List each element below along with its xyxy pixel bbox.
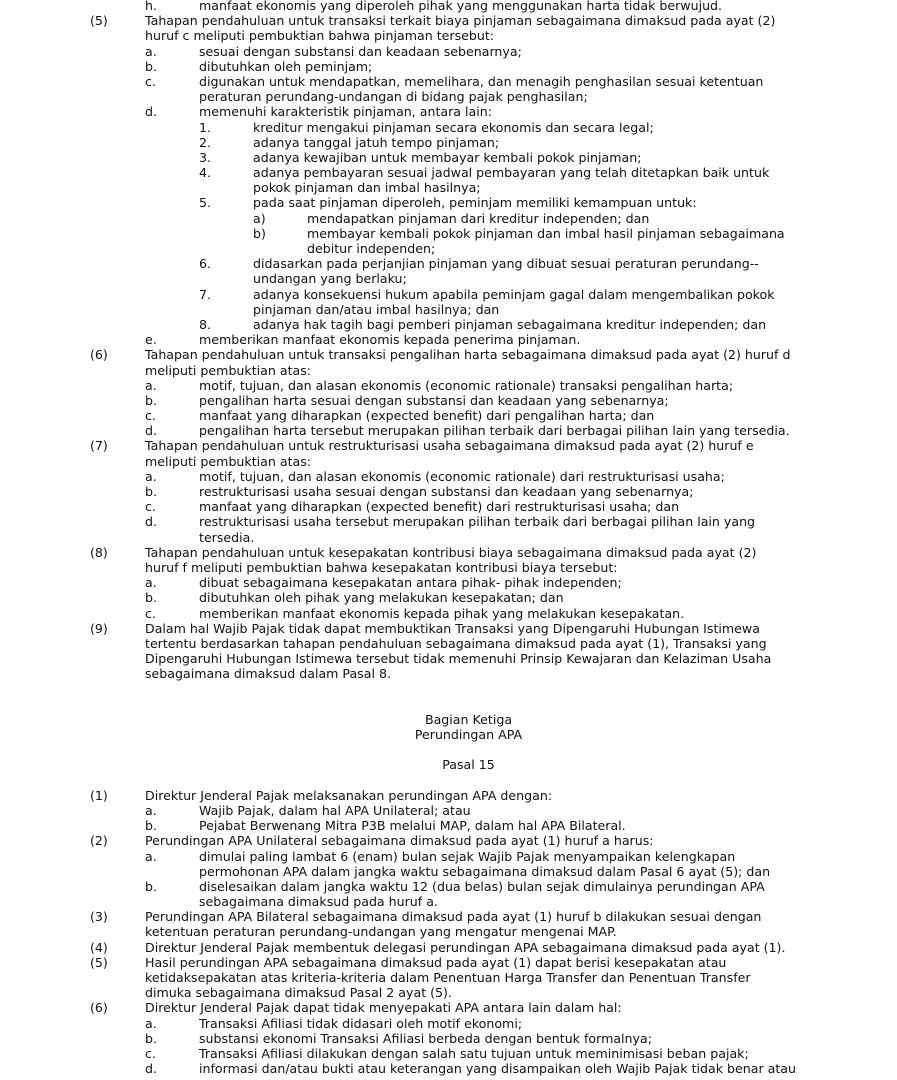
article15-paragraph-4: (4) Direktur Jenderal Pajak membentuk delegasi perundingan APA sebagaimana dimaksud pada ayat (1). xyxy=(90,939,786,955)
article-title: Pasal 15 xyxy=(442,757,495,773)
list-item: b. Pejabat Berwenang Mitra P3B melalui MAP, dalam hal APA Bilateral. xyxy=(145,818,626,834)
list-item: a. motif, tujuan, dan alasan ekonomis (economic rationale) transaksi pengalihan harta; xyxy=(145,377,734,393)
list-item: d. restrukturisasi usaha tersebut merupakan pilihan terbaik dari berbagai pilihan lain yang xyxy=(145,514,756,530)
item-h: h. manfaat ekonomis yang diperoleh pihak yang menggunakan harta tidak berwujud. xyxy=(145,0,723,13)
sub-list-item: 8. adanya hak tagih bagi pemberi pinjaman sebagaimana kreditur independen; dan xyxy=(199,316,767,332)
list-item: c. digunakan untuk mendapatkan, memelihara, dan menagih penghasilan sesuai ketentuan xyxy=(145,73,764,89)
list-item: d. memenuhi karakteristik pinjaman, antara lain: xyxy=(145,104,492,120)
sub-sub-list-item: b) membayar kembali pokok pinjaman dan imbal hasil pinjaman sebagaimana xyxy=(253,225,785,241)
list-item: a. sesuai dengan substansi dan keadaan sebenarnya; xyxy=(145,43,522,59)
sub-list-item: 3. adanya kewajiban untuk membayar kembali pokok pinjaman; xyxy=(199,149,642,165)
paragraph-9: (9) Dalam hal Wajib Pajak tidak dapat membuktikan Transaksi yang Dipengaruhi Hubungan Istimewa xyxy=(90,620,760,636)
list-item: d. pengalihan harta tersebut merupakan pilihan terbaik dari berbagai pilihan lain yang tersedia. xyxy=(145,423,790,439)
list-item: a. dibuat sebagaimana kesepakatan antara pihak- pihak independen; xyxy=(145,575,622,591)
article15-paragraph-3: (3) Perundingan APA Bilateral sebagaimana dimaksud pada ayat (1) huruf b dilakukan sesuai dengan xyxy=(90,909,762,925)
article15-paragraph-6: (6) Direktur Jenderal Pajak dapat tidak menyepakati APA antara lain dalam hal: xyxy=(90,1000,622,1016)
paragraph-8: (8) Tahapan pendahuluan untuk kesepakatan kontribusi biaya sebagaimana dimaksud pada ayat (2) xyxy=(90,544,757,560)
part-heading: Bagian Ketiga xyxy=(424,711,513,727)
sub-sub-list-item: a) mendapatkan pinjaman dari kreditur independen; dan xyxy=(253,210,650,226)
sub-list-item: 4. adanya pembayaran sesuai jadwal pembayaran yang telah ditetapkan baik untuk xyxy=(199,165,770,181)
sub-list-item: 2. adanya tanggal jatuh tempo pinjaman; xyxy=(199,134,500,150)
list-item: c. manfaat yang diharapkan (expected benefit) dari restrukturisasi usaha; dan xyxy=(145,499,680,515)
document-page: h. manfaat ekonomis yang diperoleh pihak yang menggunakan harta tidak berwujud. (5) Tahapan pendahuluan untuk transaksi terkait biaya pinjaman sebagaimana dimaksud pada ayat (2) huruf c meliputi pembuktian bahwa pinjaman tersebut: a. sesuai dengan substansi dan keadaan sebenarnya; b. dibutuhkan oleh peminjam; c. digunakan untuk mendapatkan, memelihara, dan menagih penghasilan sesuai ketentuan peraturan perundang-undangan di bidang pajak penghasilan; d. memenuhi karakteristik pinjaman, antara lain: 1. kreditur mengakui pinjaman secara ekonomis dan secara legal; 2. adanya tanggal jatuh tempo pinjaman; 3. adanya kewajiban untuk membayar kembali pokok pinjaman; 4. adanya pembayaran sesuai jadwal pembayaran yang telah ditetapkan baik untuk pokok pinjaman dan imbal hasilnya; 5. pada saat pinjaman diperoleh, peminjam memiliki kemampuan untuk: a) mendapatkan pinjaman dari kreditur independen; dan b) membayar kembali pokok pinjaman dan imbal hasil pinjaman sebagaimana debitur independen; 6. didasarkan pada perjanjian pinjaman yang dibuat sesuai peraturan perundang-- undangan yang berlaku; 7. adanya konsekuensi hukum apabila peminjam gagal dalam mengembalikan pokok pinjaman dan/atau imbal hasilnya; dan 8. adanya hak tagih bagi pemberi pinjaman sebagaimana kreditur independen; dan e. memberikan manfaat ekonomis kepada penerima pinjaman. (6) Tahapan pendahuluan untuk transaksi pengalihan harta sebagaimana dimaksud pada ayat (2) huruf d meliputi pembuktian atas: a. motif, tujuan, dan alasan ekonomis (economic rationale) transaksi pengalihan harta; b. pengalihan harta sesuai dengan substansi dan keadaan yang sebenarnya; c. manfaat yang diharapkan (expected benefit) dari pengalihan harta; dan d. pengalihan harta tersebut merupakan pilihan terbaik dari berbagai pilihan lain yang tersedia. (7) Tahapan pendahuluan untuk restrukturisasi usaha sebagaimana dimaksud pada ayat (2) huruf e meliputi pembuktian atas: a. motif, tujuan, dan alasan ekonomis (economic rationale) dari restrukturisasi usaha; b. restrukturisasi usaha sesuai dengan substansi dan keadaan yang sebenarnya; c. manfaat yang diharapkan (expected benefit) dari restrukturisasi usaha; dan d. restrukturisasi usaha tersebut merupakan pilihan terbaik dari berbagai pilihan lain yang tersedia. (8) Tahapan pendahuluan untuk kesepakatan kontribusi biaya sebagaimana dimaksud pada ayat (2) huruf f meliputi pembuktian bahwa kesepakatan kontribusi biaya tersebut: a. dibuat sebagaimana kesepakatan antara pihak- pihak independen; b. dibutuhkan oleh pihak yang melakukan kesepakatan; dan c. memberikan manfaat ekonomis kepada pihak yang melakukan kesepakatan. (9) Dalam hal Wajib Pajak tidak dapat membuktikan Transaksi yang Dipengaruhi Hubungan Istimewa tertentu berdasarkan tahapan pendahuluan sebagaimana dimaksud pada ayat (1), Transaksi yang Dipengaruhi Hubungan Istimewa tersebut tidak memenuhi Prinsip Kewajaran dan Kelaziman Usaha sebagaimana dimaksud dalam Pasal 8. Bagian Ketiga Perundingan APA Pasal 15 (1) Direktur Jenderal Pajak melaksanakan perundingan APA dengan: a. Wajib Pajak, dalam hal APA Unilateral; atau b. Pejabat Berwenang Mitra P3B melalui MAP, dalam hal APA Bilateral. (2) Perundingan APA Unilateral sebagaimana dimaksud pada ayat (1) huruf a harus: a. dimulai paling lambat 6 (enam) bulan sejak Wajib Pajak menyampaikan kelengkapan permohonan APA dalam jangka waktu sebagaimana dimaksud dalam Pasal 6 ayat (5); dan b. diselesaikan dalam jangka waktu 12 (dua belas) bulan sejak dimulainya perundingan APA sebagaimana dimaksud pada huruf a. (3) Perundingan APA Bilateral sebagaimana dimaksud pada ayat (1) huruf b dilakukan sesuai dengan ketentuan peraturan perundang-undangan yang mengatur mengenai MAP. (4) Direktur Jenderal Pajak membentuk delegasi perundingan APA sebagaimana dimaksud pada ayat (1). (5) Hasil perundingan APA sebagaimana dimaksud pada ayat (1) dapat berisi kesepakatan atau ketidaksepakatan atas kriteria-kriteria dalam Penentuan Harga Transfer dan Penentuan Transfer dimuka sebagaimana dimaksud Pasal 2 ayat (5). (6) Direktur Jenderal Pajak dapat tidak menyepakati APA antara lain dalam hal: a. Transaksi Afiliasi tidak didasari oleh motif ekonomi; b. substansi ekonomi Transaksi Afiliasi berbeda dengan bentuk formalnya; c. Transaksi Afiliasi dilakukan dengan salah satu tujuan untuk meminimisasi beban pajak; d. informasi dan/atau bukti atau keterangan yang disampaikan oleh Wajib Pajak tidak benar atau xyxy=(0,0,897,1076)
list-item: b. dibutuhkan oleh pihak yang melakukan kesepakatan; dan xyxy=(145,590,564,606)
list-item: b. restrukturisasi usaha sesuai dengan substansi dan keadaan yang sebenarnya; xyxy=(145,484,694,499)
paragraph-5: (5) Tahapan pendahuluan untuk transaksi terkait biaya pinjaman sebagaimana dimaksud pada ayat (2) xyxy=(90,13,776,29)
list-item: a. motif, tujuan, dan alasan ekonomis (economic rationale) dari restrukturisasi usaha; xyxy=(145,468,725,484)
list-item: a. Wajib Pajak, dalam hal APA Unilateral; atau xyxy=(145,802,471,818)
list-item: c. memberikan manfaat ekonomis kepada pihak yang melakukan kesepakatan. xyxy=(145,605,685,621)
sub-list-item: 6. didasarkan pada perjanjian pinjaman yang dibuat sesuai peraturan perundang-- xyxy=(199,256,759,272)
sub-list-item: 5. pada saat pinjaman diperoleh, peminjam memiliki kemampuan untuk: xyxy=(199,195,697,211)
list-item: b. diselesaikan dalam jangka waktu 12 (dua belas) bulan sejak dimulainya perundingan APA xyxy=(145,878,765,894)
list-item: b. pengalihan harta sesuai dengan substansi dan keadaan yang sebenarnya; xyxy=(145,392,669,408)
sub-list-item: 7. adanya konsekuensi hukum apabila peminjam gagal dalam mengembalikan pokok xyxy=(199,286,775,302)
list-item: e. memberikan manfaat ekonomis kepada penerima pinjaman. xyxy=(145,332,581,348)
section-title: Perundingan APA xyxy=(414,727,523,742)
list-item: c. Transaksi Afiliasi dilakukan dengan salah satu tujuan untuk meminimisasi beban pajak; xyxy=(145,1045,749,1061)
list-item: b. substansi ekonomi Transaksi Afiliasi berbeda dengan bentuk formalnya; xyxy=(145,1030,652,1046)
article15-paragraph-2: (2) Perundingan APA Unilateral sebagaimana dimaksud pada ayat (1) huruf a harus: xyxy=(90,833,654,849)
sub-list-item: 1. kreditur mengakui pinjaman secara ekonomis dan secara legal; xyxy=(199,119,654,135)
list-item: a. Transaksi Afiliasi tidak didasari oleh motif ekonomi; xyxy=(145,1015,523,1031)
paragraph-6: (6) Tahapan pendahuluan untuk transaksi pengalihan harta sebagaimana dimaksud pada ayat (2) huruf d xyxy=(90,347,791,363)
list-item: d. informasi dan/atau bukti atau keterangan yang disampaikan oleh Wajib Pajak tidak benar atau xyxy=(145,1061,796,1077)
article15-paragraph-1: (1) Direktur Jenderal Pajak melaksanakan perundingan APA dengan: xyxy=(90,787,553,803)
list-item: a. dimulai paling lambat 6 (enam) bulan sejak Wajib Pajak menyampaikan kelengkapan xyxy=(145,848,736,864)
list-item: c. manfaat yang diharapkan (expected benefit) dari pengalihan harta; dan xyxy=(145,408,655,424)
paragraph-7: (7) Tahapan pendahuluan untuk restrukturisasi usaha sebagaimana dimaksud pada ayat (2) huruf e xyxy=(90,438,754,454)
list-item: b. dibutuhkan oleh peminjam; xyxy=(145,58,373,74)
article15-paragraph-5: (5) Hasil perundingan APA sebagaimana dimaksud pada ayat (1) dapat berisi kesepakatan atau xyxy=(90,954,727,970)
